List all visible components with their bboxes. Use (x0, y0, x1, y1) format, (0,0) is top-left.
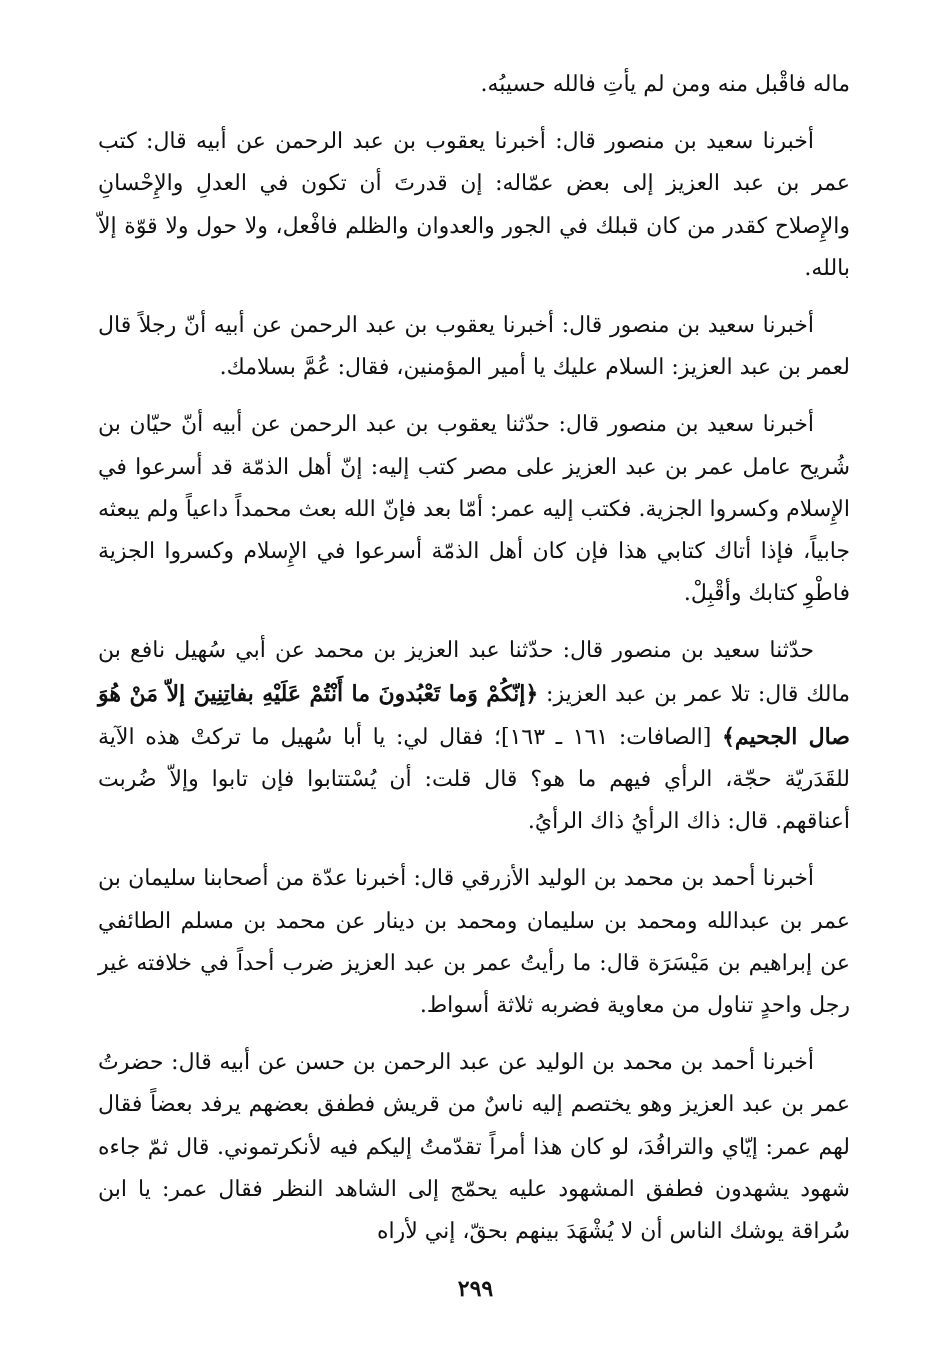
paragraph-2: أخبرنا سعيد بن منصور قال: أخبرنا يعقوب بن عبد الرحمن عن أبيه قال: كتب عمر بن عبد العزيز إلى بعض عمّاله: إن قدرتَ أن تكون في العدلِ والإِحْسانِ والإِصلاح كقدر من كان قبلك في الجور والعدوان والظلم فافْعل، ولا حول ولا قوّة إلاّ بالله. (98, 129, 850, 281)
paragraph-6: أخبرنا أحمد بن محمد بن الوليد الأزرقي قال: أخبرنا عدّة من أصحابنا سليمان بن عمر بن عبدالله ومحمد بن سليمان ومحمد بن دينار عن محمد بن مسلم الطائفي عن إبراهيم بن مَيْسَرَة قال: ما رأيتُ عمر بن عبد العزيز ضرب أحداً في خلافته غير رجل واحدٍ تناول من معاوية فضربه ثلاثة أسواط. (98, 866, 850, 1019)
paragraph-7: أخبرنا أحمد بن محمد بن الوليد عن عبد الرحمن بن حسن عن أبيه قال: حضرتُ عمر بن عبد العزيز وهو يختصم إليه ناسٌ من قريش فطفق بعضهم يرفد بعضاً فقال لهم عمر: إيّاي والترافُدَ، لو كان هذا أمراً تقدّمتُ إليكم فيه لأنكرتموني. قال ثمّ جاءه شهود يشهدون فطفق المشهود عليه يحمّج إلى الشاهد النظر فقال عمر: يا ابن سُراقة يوشك الناس أن لا يُشْهَدَ بينهم بحقّ، إني لأراه (98, 1050, 850, 1245)
paragraph-5-after: [الصافات: ١٦١ ـ ١٦٣]؛ فقال لي: يا أبا سُهيل ما تركتْ هذه الآية للقَدَريّة حجّة، الرأي فيهم ما هو؟ قال قلت: أن يُسْتتابوا فإن تابوا وإلاّ ضُربت أعناقهم. قال: ذاك الرأيُ ذاك الرأيُ. (98, 724, 850, 835)
paragraph-5 (98, 630, 850, 843)
quran-verse: ﴿إنّكُمْ وَما تَعْبُدونَ ما أَنْتُمْ عَلَيْهِ بفاتِنِينَ إلاّ مَنْ هُوَ صال الجحيم﴾ (98, 680, 850, 750)
page-number: ٢٩٩ (457, 1276, 494, 1302)
paragraph-5-before: حدّثنا سعيد بن منصور قال: حدّثنا عبد العزيز بن محمد عن أبي سُهيل نافع بن مالك قال: تلا عمر بن عبد العزيز: (98, 638, 850, 707)
paragraph-3: أخبرنا سعيد بن منصور قال: أخبرنا يعقوب بن عبد الرحمن عن أبيه أنّ رجلاً قال لعمر بن عبد العزيز: السلام عليك يا أمير المؤمنين، فقال: عُمَّ بسلامك. (98, 313, 850, 381)
paragraph-4: أخبرنا سعيد بن منصور قال: حدّثنا يعقوب بن عبد الرحمن عن أبيه أنّ حيّان بن شُريح عامل عمر بن عبد العزيز على مصر كتب إليه: إنّ أهل الذمّة قد أسرعوا في الإِسلام وكسروا الجزية. فكتب إليه عمر: أمّا بعد فإنّ الله بعث محمداً داعياً ولم يبعثه جابياً، فإذا أتاك كتابي هذا فإن كان أهل الذمّة أسرعوا في الإِسلام وكسروا الجزية فاطْوِ كتابك وأقْبِلْ. (98, 412, 850, 607)
paragraph-1: ماله فاقْبل منه ومن لم يأتِ فالله حسيبُه. (480, 72, 850, 97)
page-body (98, 64, 850, 1268)
